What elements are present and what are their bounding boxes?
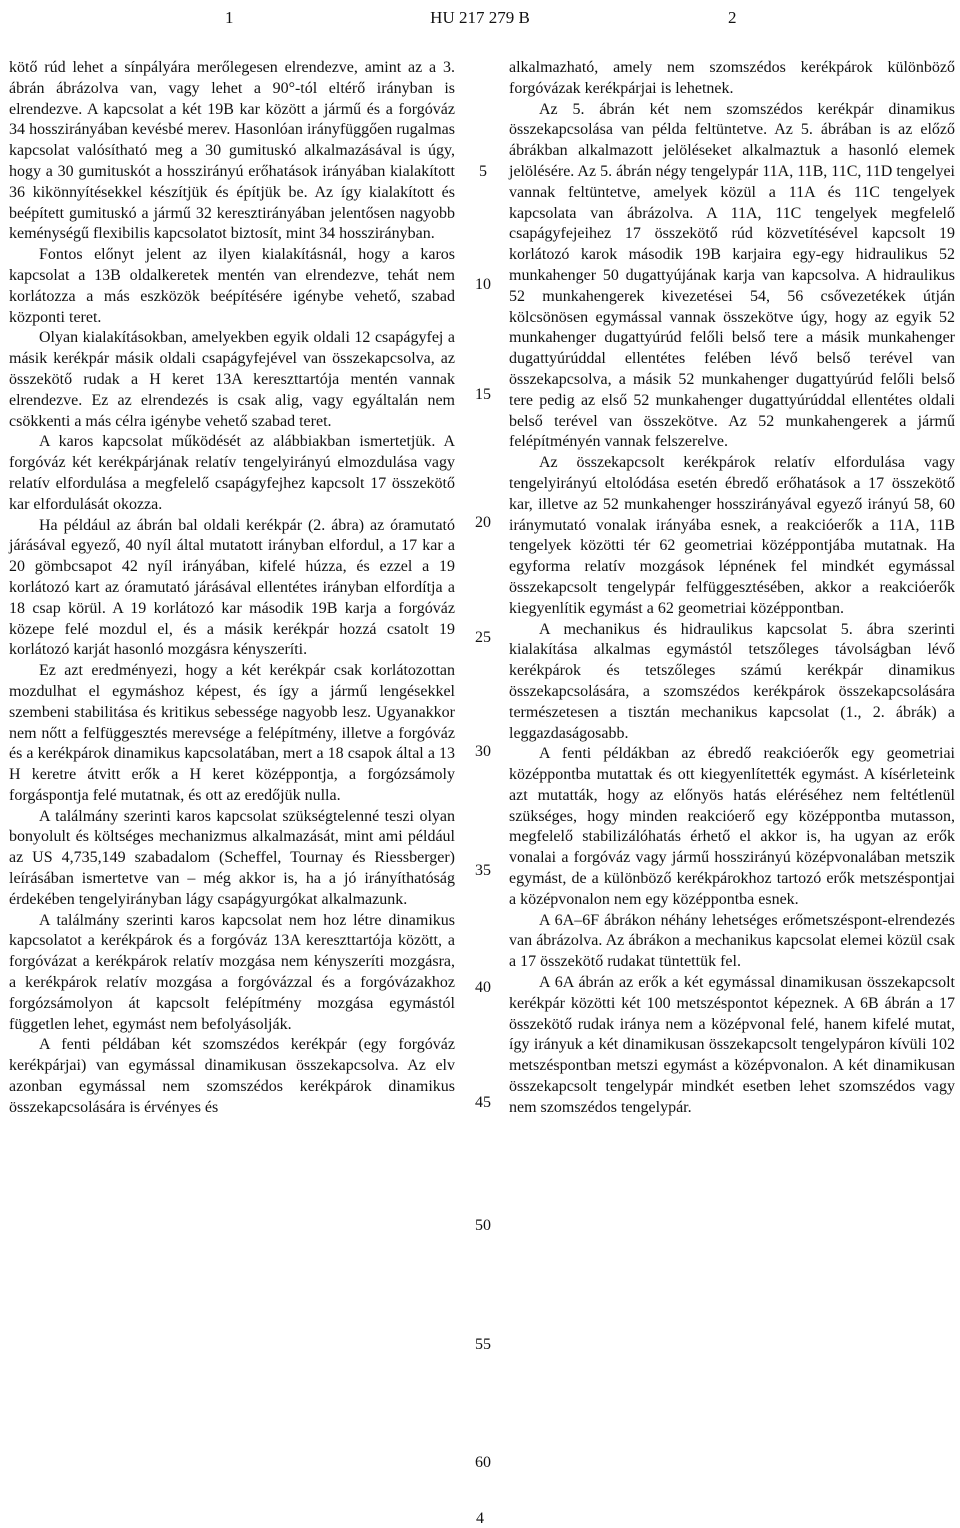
line-number-marker: 55 [475,1336,491,1353]
line-number-marker: 30 [475,743,491,760]
paragraph: Az összekapcsolt kerékpárok relatív elfordulása vagy tengelyirányú eltolódása esetén ébredő erőhatások a 17 összekötő kar, illetve az 52 munkahenger hosszirányával egyező irányú 58, 60 iránymutató vonalak irányába esnek, a reakcióerők a 11A, 11B tengelyek közötti tér 62 geometriai középpontjába mutatnak. Ha egyforma relatív mozgások lépnének fel mindkét egymással összekapcsolt tengelypár felfüggesztésében, akkor a reakcióerők kiegyenlítik egymást a 62 geometriai középpontban. [509,454,955,617]
line-number-marker: 15 [475,386,491,403]
page-number-right: 2 [728,8,737,27]
line-number-marker: 25 [475,629,491,646]
left-text-column [9,58,455,1119]
paragraph: A mechanikus és hidraulikus kapcsolat 5. ábra szerinti kialakítása alkalmas egymástól tetszőleges távolságban lévő kerékpárok és tetszőleges számú kerékpár dinamikus összekapcsolására, a szomszédos kerékpárok összekapcsolására természetesen a tisztán mechanikus kapcsolat (1., 2. ábrák) a leggazdaságosabb. [509,620,955,742]
paragraph: Ha például az ábrán bal oldali kerékpár (2. ábra) az óramutató járásával egyező, 40 nyíl által mutatott irányban elfordul, a 17 kar a 20 gömbcsapot 42 nyíl irányában, kifelé húzza, és ezzel a 19 korlátozó kart az óramutató járásával ellentétes irányban elfordítja a 18 csap körül. A 19 korlátozó kar második 19B karja a forgóváz közepe felé mozdul el, és a másik kerékpár hozzá csatolt 19 korlátozó karját hasonló mozgásra kényszeríti. [9,516,455,659]
paragraph: A fenti példában két szomszédos kerékpár (egy forgóváz kerékpárjai) van egymással dinamikusan összekapcsolva. Az elv azonban egymással nem szomszédos kerékpárok dinamikus összekapcsolására is érvényes és [9,1036,455,1116]
line-number-marker: 35 [475,862,491,879]
paragraph: A 6A–6F ábrákon néhány lehetséges erőmetszéspont-elrendezés van ábrázolva. Az ábrákon a mechanikus kapcsolat elemei közül csak a 17 összekötő rudakat tüntettük fel. [509,911,955,971]
paragraph: A karos kapcsolat működését az alábbiakban ismertetjük. A forgóváz két kerékpárjának relatív tengelyirányú elmozdulása vagy relatív elfordulása a megfelelő csapágyfejhez kapcsolt 17 összekötő kar elfordulását okozza. [9,433,455,513]
line-number-marker: 10 [475,276,491,293]
paragraph: A találmány szerinti karos kapcsolat szükségtelenné teszi olyan bonyolult és költséges mechanizmus alkalmazását, mint ami például az US 4,735,149 szabadalom (Scheffel, Tournay és Riessberger) leírásában ismertetve van – még akkor is, ha a jó irányíthatóság érdekében tengelyirányban lágy csapágyurgókat alkalmazunk. [9,807,455,908]
line-number-marker: 45 [475,1094,491,1111]
paragraph: A fenti példákban az ébredő reakcióerők egy geometriai középpontba mutattak és ott kiegyenlítették egymást. A kísérleteink azt mutatták, hogy az előnyös hatás eléréséhez nem feltétlenül szükséges, hogy minden reakcióerő egy középpontba mutasson, megfelelő stabilizálóhatás érhető el akkor is, ha ugyan az erők vonalai a forgóváz vagy jármű hosszirányú középvonalában metszik egymást, de a különböző kerékpárokhoz tartozó erők metszéspontjai a középvonalon nem egy középpontba esnek. [509,745,955,908]
paragraph: Olyan kialakításokban, amelyekben egyik oldali 12 csapágyfej a másik kerékpár másik oldali csapágyfejével van összekapcsolva, az összekötő rudak a H keret 13A kereszttartója mentén vannak elrendezve. Ez az elrendezés is csak alig, vagy egyáltalán nem csökkenti a más célra igénybe vehető szabad teret. [9,329,455,430]
paragraph: alkalmazható, amely nem szomszédos kerékpárok különböző forgóvázak kerékpárjai is lehetnek. [509,59,955,97]
right-text-column [509,58,955,1119]
paragraph: kötő rúd lehet a sínpályára merőlegesen elrendezve, amint az a 3. ábrán ábrázolva van, vagy lehet a 90°-tól eltérő irányban is elrendezve. A kapcsolat a két 19B kar között a jármű és a forgóváz 34 hosszirányában kevésbé merev. Hasonlóan irányfüggően rugalmas kapcsolat valósítható meg a 30 gumituskó alkalmazásával is úgy, hogy a 30 gumituskót a hosszirányú erőhatások irányában kialakított 36 kikönnyítésekkel készítjük és építjük be. Az így kialakított és beépített gumituskó a jármű 32 keresztirányában jelentősen nagyobb keménységű flexibilis kapcsolatot biztosít, mint 34 hosszirányban. [9,59,455,243]
page-number-left: 1 [225,8,234,27]
line-number-marker: 60 [475,1454,491,1471]
paragraph: A találmány szerinti karos kapcsolat nem hoz létre dinamikus kapcsolatot a kerékpárok és a forgóváz 13A kereszttartója között, a forgóvázat a kerékpárok relatív mozgása nem kényszeríti mozgásra, a kerékpárok relatív mozgása a forgóvázzal és a forgóvázakhoz forgózsámolyon át kapcsolt felépítmény mozgása egymástól független lehet, egymást nem befolyásolják. [9,911,455,1033]
page-header [0,8,960,36]
paragraph: Ez azt eredményezi, hogy a két kerékpár csak korlátozottan mozdulhat el egymáshoz képest, és így a jármű lengésekkel szembeni stabilitása és kritikus sebessége nagyobb lesz. Ugyanakkor nem nőtt a felfüggesztés merevsége a felépítmény, illetve a forgóváz és a kerékpárok dinamikus kapcsolatában, mert a 18 csapok által a 13 H keretre átvitt erők a H keret középpontja, a forgózsámoly forgáspontja felé mutatnak, és ott az eredőjük nulla. [9,662,455,804]
paragraph: Az 5. ábrán két nem szomszédos kerékpár dinamikus összekapcsolása van példa feltüntetve. Az 5. ábrában is az előző ábrákban alkalmazott jelöléseket alkalmaztuk a hasonló elemek jelölésére. Az 5. ábrán négy tengelypár 11A, 11B, 11C, 11D tengelyei vannak feltüntetve, amelyek közül a 11A és 11C tengelyek kapcsolata van ábrázolva. A 11A, 11C tengelyek megfelelő csapágyfejeihez 17 összekötő rúd közvetítésével kapcsolt 19 korlátozó karok második 19B karjaira egy-egy hidraulikus 52 munkahenger 50 dugattyújának karja van kapcsolva. A hidraulikus 52 munkahengerek kivezetései 54, 56 csővezetékek útján kölcsönösen egymással vannak összekötve úgy, hogy az egyik 52 munkahenger dugattyúrúd felőli belső tere a másik munkahenger dugattyúrúddal ellentétes felében lévő belső terével van összekapcsolva, a másik 52 munkahenger dugattyúrúd felőli belső tere pedig az első 52 munkahenger dugattyúrúddal ellentétes oldali belső terével van összekötve. Az 52 munkahengerek a jármű felépítményén vannak felszerelve. [509,100,955,451]
line-number-marker: 5 [479,163,487,180]
paragraph: A 6A ábrán az erők a két egymással dinamikusan összekapcsolt kerékpár közötti két 100 metszéspontot képeznek. A 6B ábrán a 17 összekötő rudak iránya nem a középvonal felé, hanem kifelé mutat, így irányuk a két dinamikusan összekapcsolt tengelypáron kívüli 102 metszéspontban metszi egymást a középvonalon. A két dinamikusan összekapcsolt tengelypár mindkét esetben lehet szomszédos vagy nem szomszédos tengelypár. [509,974,955,1116]
line-number-marker: 50 [475,1217,491,1234]
paragraph: Fontos előnyt jelent az ilyen kialakításnál, hogy a karos kapcsolat a 13B oldalkeretek mentén van elrendezve, tehát nem korlátozza a más eszközök beépítésére igénybe vehető, szabad központi teret. [9,246,455,326]
line-number-marker: 20 [475,514,491,531]
document-id: HU 217 279 B [430,8,530,27]
page-footer-number: 4 [476,1510,484,1527]
line-number-marker: 40 [475,979,491,996]
